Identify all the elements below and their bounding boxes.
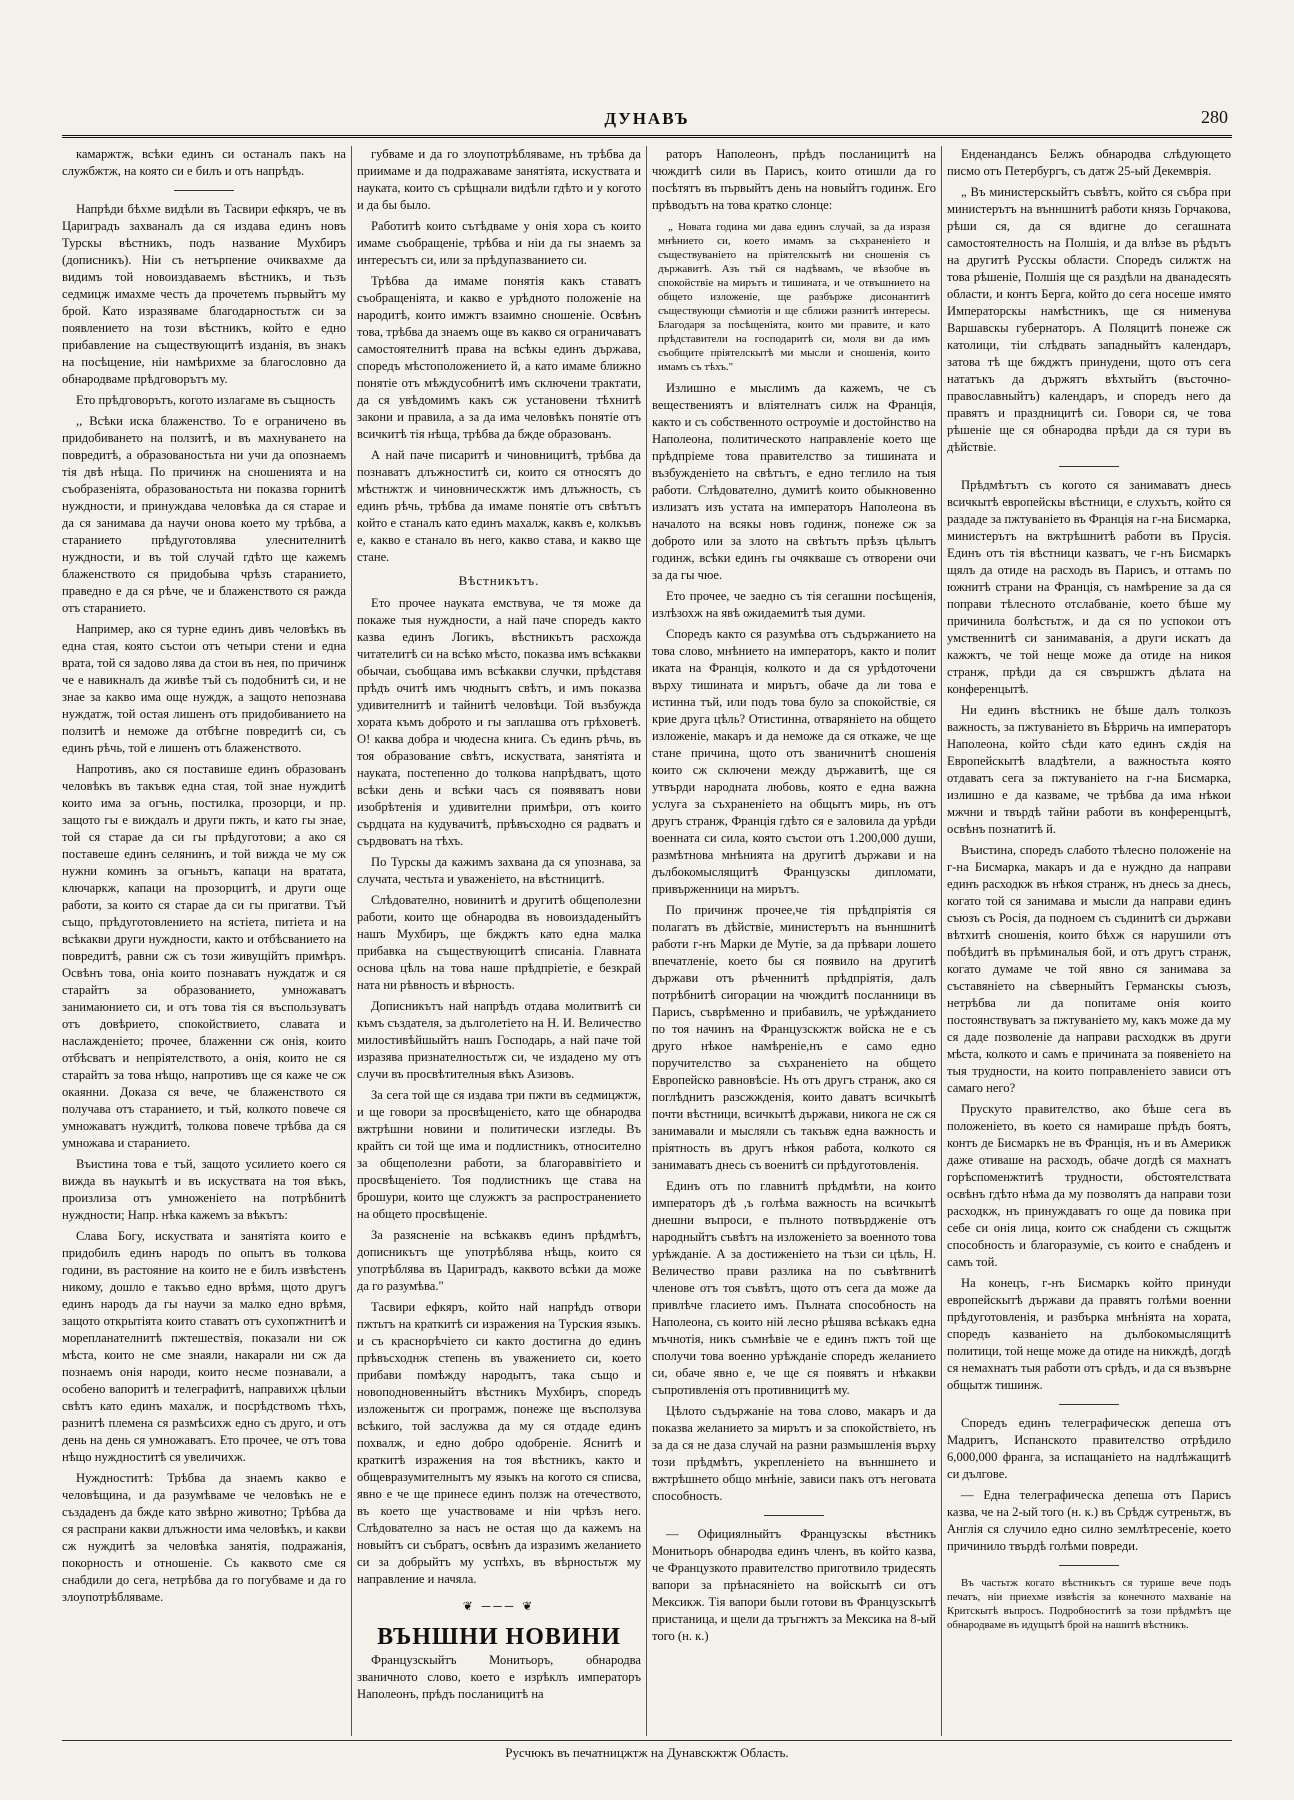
paragraph: Слѣдователно, новинитѣ и другитѣ общеполезни работи, които ще обнародва въ новоиздаденыйтъ нашъ Мухбиръ, ще бжджтъ като една малка прибавка на съществующитѣ списаніа. Главната основа цѣль на това наше прѣдпріетіе, е безкрай ната ни рѣвность и вѣрность. xyxy=(357,893,641,992)
paragraph: ,, Всѣки иска блаженство. То е ограничено въ придобиването на ползитѣ, и въ махнуването на повредитѣ, а образованостьта ни учи да опознаемъ тія двѣ нѣща. По причинж на сношенията и на съобразеніята, образованостьта ни показва горнитѣ нуждности, и принуждава человѣка да ся старае и да ся занимава да научи онова което му трѣбва, а старанието прѣдуготовлява улеснителнитѣ нуждности, и въ той случай гдѣто ще кажемъ блаженството ся придобыва чрѣзъ старанието, праведно е да ся рѣче, че и блаженството ся ражда отъ старанието. xyxy=(62,414,346,615)
paragraph: Въистина това е тъй, защото усилието коего ся вижда въ наукытѣ и въ искуствата на тоя вѣкъ, произлиза отъ умноженіето на потрѣбнитѣ нуждности; Напр. нѣка кажемъ за вѣкътъ: xyxy=(62,1157,346,1222)
article-columns xyxy=(62,146,1232,1736)
paragraph: Тасвири ефкяръ, който най напрѣдъ отвори пжтьтъ на краткитѣ си изражения на Турския языкъ. и съ краснорѣчіето си както достигна до единъ прѣвъсходнж степень въ уважението си, което прибави помѣжду народытъ, така също и новоподновенныйтъ вѣстникъ Мухбиръ, споредъ изложенытж си програмж, понеже ще въсползува всѣкиго, той заслужва да му ся отдаде единъ похвалж, и едно добро одобреніе. Яснитѣ и краткитѣ изражения на тоя вѣстникъ, както и общевразумителнытъ му языкъ на когото ся списва, явно е че ще принесе единъ ползж на отечеството, въ което ще участвоваме и ніи чрѣзъ него. Слѣдователно за насъ не остая що да кажемъ на новыйтъ си събратъ, освѣнъ да изразимъ желанието си за добрыйтъ му успѣхъ, въ вѣрностьтж му направление и начяла. xyxy=(357,1300,641,1586)
paragraph: губваме и да го злоупотрѣбляваме, нъ трѣбва да приимаме и да подражаваме занятіята, искуствата и науката, които съ срѣщнали видѣли гдѣто и у когото и да бы было. xyxy=(357,147,641,212)
paragraph: Въистина, споредъ слабото тѣлесно положеніе на г-на Бисмарка, макаръ и да е нуждно да направи единъ расходкж въ нѣкоя странж, нъ днесь за днесь, когато той ся занимава и мысли да направи единъ съюзъ съ Росія, да подноем съ съдинитѣ си държави вѣтхитѣ сношенія, които бѣхж ся нарушили отъ побѣдитѣ въ прѣминалыя бой, и отъ другъ странж, когато думаме че той явно ся занимава за съставяніето на сѣверныйтъ Германскы съюзъ, нетрѣбва ли да попитаме онія които постоянствуватъ за пжтуваніето му, какъ може да му ся даде позволеніе да направи расходкж въ други мѣста, колкото и самъ е причината за появеніето на тыя трудности, на които поправленіето зависи отъ самаго него? xyxy=(947,843,1231,1095)
late-news-note: Въ частьтж когато вѣстникътъ ся турише вече подъ печатъ, ніи приехме извѣстія за конечното махваніе на Критскытѣ въпросъ. Подробноститѣ за този прѣдмѣтъ ще обнародваме въ идущытѣ брой на нашитѣ вѣстникъ. xyxy=(947,1577,1231,1631)
paragraph: Французскыйтъ Монитьоръ, обнародва званичното слово, което е изрѣклъ императоръ Наполеонъ, прѣдъ посланицитѣ на xyxy=(357,1653,641,1701)
paragraph: камаржтж, всѣки единъ си останалъ пакъ на службжтж, на която си е билъ и отъ напрѣдъ. xyxy=(62,147,346,178)
paragraph: — Официялныйтъ Французскы вѣстникъ Монитьоръ обнародва единъ членъ, въ който казва, че Французкото правителство приготвило тридесять вапори за прѣнасяніето на войскытѣ си отъ Мексикж. Тія вапори были готови въ Французскытѣ пристаница, и щели да тръгнжтъ за Мексика на 8-ый того (н. к.) xyxy=(652,1527,936,1643)
paragraph: Прускуто правителство, ако бѣше сега въ положеніето, въ което ся намираше прѣдъ боятъ, контъ де Бисмаркъ не въ Франція, нъ и въ Америкж даже отиваше на расходъ, обаче догдѣ ся махнатъ горѣспоменжтитѣ трудности, обстоятелствата освѣнъ гдѣто нѣма да му позволятъ да направи този расходкж, нъ принуждаватъ го още да повика при себе си онія лица, които сж снабдени съ сжщытж способность и благоразуміе, съ които е снабденъ и самъ той. xyxy=(947,1102,1231,1269)
printer-imprint: Русчюкъ въ печатницжтж на Дунавскжтж Область. xyxy=(62,1740,1232,1761)
foreign-news-heading: ВЪНШНИ НОВИНИ xyxy=(377,1624,621,1650)
section-subheading: Вѣстникътъ. xyxy=(458,573,540,588)
paragraph: Нуждноститѣ: Трѣбва да знаемъ какво е человѣщина, и да разумѣваме че человѣкъ не е създаденъ да бжде като звѣрно животно; Трѣбва да ся распрани какви длъжности има человѣкъ, и какви сж нуждитѣ за человѣка занятія, подражанія, покорность и отношеніе. Съ каквото сме ся снабдили до сега, нетрѣбва да го погубваме и да го злоупотрѣбляваме. xyxy=(62,1471,346,1604)
paragraph: Дописникътъ най напрѣдъ отдава молитвитѣ си къмъ създателя, за дълголетіето на Н. И. Величество милостивѣйшыйтъ нашъ Господарь, а най паче той изразява признателностьтж си, че издадено му отъ случи въ просвѣтителныя вѣкъ Азизовъ. xyxy=(357,999,641,1081)
masthead xyxy=(62,105,1232,138)
column-2 xyxy=(357,146,641,1736)
paragraph: Ни единъ вѣстникъ не бѣше далъ толкозъ важность, за пжтуваніето въ Бѣрричь на императоръ Наполеона, който сѣди като единъ сѫдія на Европейскытѣ владѣтели, а важностьта която отдаватъ сега за пжтуваніето на г-на Бисмарка, излишно е да казваме, че трѣбва да има нѣкои мжчни и твърдѣ тайни работи въ конференцытѣ, освѣнъ познатитѣ й. xyxy=(947,703,1231,836)
paragraph: Напротивъ, ако ся поставише единъ образованъ человѣкъ въ такъвж една стая, той знае нуждитѣ които има за огънь, постилка, прозорци, и пр. защото гы е виждалъ и други пжть, и като гы знае, той ся старае да си гы прѣдуготови; а ако ся поставеше единъ селянинъ, и той вижда че му сж нужни коминъ за огъньтъ, капаци на вратата, ключаркж, капаци на прозорцитѣ, и други още работи, за които ся старае да си гы пригатви. Тъй също, прѣдуготовлението на ястіета, питіета и на всѣкакви други нуждности, както и отбѣсванието на повредитѣ, равни сж съ този живущійтъ примѣръ. Освѣнъ това, оніа които познаватъ нуждатж и ся старайтъ за образованието, умножаватъ занимаюнието си, и отъ това тія ся въспользуватъ отъ довѣрието, спокойствието, славата и наслажденіето; прочее, блаженни сж онія, които отбѣсватъ и непріятелството, а онія, които не ся старайтъ за това нѣщо, напротивъ ще ся каже че сж окаянни. Доказа ся вече, че блаженството ся получава отъ старанието, и тъй, колкото повече ся умножаватъ нуждитѣ, толкова повече трѣбва да ся умножава и старанието. xyxy=(62,762,346,1150)
column-divider xyxy=(646,146,647,1736)
column-divider xyxy=(351,146,352,1736)
paragraph: Прѣдмѣтътъ съ когото ся занимаватъ днесь всичкытѣ европейскы вѣстници, е слухътъ, който ся раздаде за пжтуваніето въ Франція на г-на Бисмарка, министерътъ на вжтрѣшнитѣ работи въ Прусія. Единъ отъ тія вѣстници казватъ, че г-нъ Бисмаркъ щялъ да отиде на расходъ въ Парисъ, и оттамъ по южнитѣ страни на Франція, съ намѣрение за да ся поправи тѣлесното отслабваніе, което бѣше му причинила болѣстьтж, и да ся по успокои отъ умственнитѣ си занимаванія, а други искатъ да кажжтъ, че той неще може да отиде на никоя странж, прѣди да ся свършжтъ дѣлата на конференцытѣ. xyxy=(947,478,1231,696)
column-3 xyxy=(652,146,936,1736)
column-divider xyxy=(941,146,942,1736)
paragraph: По причинж прочее,че тія прѣдпріятія ся полагатъ въ дѣйствіе, министерътъ на вънншнитѣ работи г-нъ Марки де Мутіе, за да прѣвари лошето впечатленіе, което бы ся появило на другитѣ държави отъ рѣченнитѣ прѣдпріятія, далъ потрѣбнитѣ сигорации на чюждитѣ посланници въ Парисъ, съврѣменно и прибавилъ, че урѣжданието по тоя начинъ на Французскжтж войска не е съ друго нѣкое намѣреніе,нъ е само едно поручителство за съхраненіето на общето Европейско равновѣсіе. Нъ отъ другъ странж, ако ся поглѣднитъ разсжжденія, които даватъ всичкытѣ почти вѣстници, всичкытѣ държави, никога не сж ся занимавали и мысляли съ такъвж една важность и пріятность въ другъ нѣкоя работа, колкото ся занимаватъ днесь съ военитѣ си прѣдуготовленія. xyxy=(652,903,936,1172)
paragraph: Споредъ както ся разумѣва отъ съдържанието на това слово, мнѣнието на императоръ, както и полит иката на Франція, колкото и да ся урѣдоточени върху тишината и мирътъ, обаче да ли това е истинна тъй, или подъ това було за спокойствіе, ся крие друга цѣль? Отистинна, отваряніето на общето изложеніе, макаръ и да неможе да ся откаже, че ще стане причина, щото отъ званичнитѣ сношенія които сж сключени между държавитѣ, ще ся утвърди народната любовь, която е една важна услуга за съхраненіето на общытъ мирь, нъ отъ другъ странж, Франція гдѣто ся е заловила да урѣди военната си сила, която състои отъ 1.200,000 души, размѣтнова мнѣнията на другитѣ държави и на дълбокомыслящитѣ Французскы дипломати, привърженници на мирътъ. xyxy=(652,627,936,896)
paragraph: На конецъ, г-нъ Бисмаркъ който принуди европейскытѣ държави да правятъ голѣми военни прѣдуготовленія, и разбърка мнѣніята на хората, споредъ казваніето на дълбокомыслящитѣ политици, той неще може да отиде на никждѣ, догдѣ ся немахнатъ тыя работи отъ срѣдъ, и да ся възвърне общытж тишинж. xyxy=(947,1276,1231,1392)
paragraph: А най паче писаритѣ и чиновницитѣ, трѣбва да познаватъ длъжноститѣ си, които ся относятъ до мѣстнжтж и чиновническжтж имъ длъжность, съ единъ рѣчь, трѣбва да имаме понятіе отъ свѣтътъ който е станалъ като единъ махалж, каквъ е, колкъвъ е, какво е станало въ него, какво става, и какво ще стане. xyxy=(357,448,641,564)
column-4 xyxy=(947,146,1231,1736)
quoted-speech: „ Новата година ми дава единъ случай, за да изразя мнѣнието си, което имамъ за съхраненіето и съществуваніето на пріятелскытѣ ни сношенія съ държавитѣ. Азъ тъй ся надѣвамъ, че вѣзобче въ спокойствіе на мирътъ и тишината, и че отвъшнието на общето изложеніе, ще разбърже дисонантитѣ съществующи сѣмиотія и ще сближи разнитѣ интересы. Благодаря за посѣщеніята, които ми правите, и като прѣдставители на господаритѣ си, моля ви да имъ съобщите пріятелскытѣ ми мысли и сношенія, които имамъ съ тѣхъ." xyxy=(658,221,930,373)
paragraph: Ето прѣдговорътъ, когото излагаме въ същность xyxy=(76,393,336,407)
paragraph: Ето прочее науката емствува, че тя може да покаже тыя нуждности, а най паче споредъ както казва единъ Логикъ, вѣстникътъ расхожда читателитѣ си на всѣко мѣсто, показва имъ всѣкакви обычаи, съобщава имъ всѣкакви случки, прѣдставя прѣдъ очитѣ имъ чюднытъ свѣтъ, и имъ показва удивителнитѣ и тайнитѣ человѣци. Той възбужда хората къмъ доброто и гы заплашва отъ грѣховетѣ. О! каква добра и чюдесна книга. Съ единъ рѣчь, въ тоя образование свѣтъ, искуствата, занятіята и науката, постепенно до толкова напрѣдватъ, щото всѣки день и всѣки часъ ся появяватъ нови изобрѣтенія и удивителни примѣри, отъ които сърдцата на кудувачитѣ, прѣвъсходно ся радватъ и сърдвоватъ на тѣхъ. xyxy=(357,596,641,848)
paragraph: Единъ отъ по главнитѣ прѣдмѣти, на които императоръ дѣ ,ъ голѣма важность на всичкытѣ днешни въпроси, е пълното потвърдженіе отъ народныйтъ съвѣтъ на изложеніето за военното това урѣжданіе. А за достиженіето на тъзи си цѣль, Н. Величество прави разлика на по съвѣтвнитѣ членове отъ тоя съвѣтъ, щото отъ сега да може да привлѣче гласието имъ. Пълната способность на Наполеона, съ които ній лесно рѣшява всѣкакъ една мъчнотія, никъ съмнѣвіе че е единъ пжтъ той ще сполучи това военно урѣжданіе споредъ желанието си, обаче явно е, че ще ся появятъ и нѣкакви съпротивленія отъ противницитѣ му. xyxy=(652,1179,936,1397)
page-number: 280 xyxy=(1201,107,1228,127)
separator xyxy=(1059,1404,1119,1405)
column-1 xyxy=(62,146,346,1736)
paragraph: По Турскы да кажимъ захвана да ся упознава, за случата, честьта и уваженіето, на вѣстницитѣ. xyxy=(357,855,641,886)
paragraph: Споредъ единъ телеграфическж депеша отъ Мадритъ, Испанското правителство отрѣдило 6,000,000 франга, за испащаніето на надлѣжащитѣ си дългове. xyxy=(947,1416,1231,1481)
paragraph: Излишно е мыслимъ да кажемъ, че съ веществениятъ и вліятелнатъ силж на Франція, както и съ собственното остроуміе и достойнство на Наполеона, политическото направленіе което ще прѣдпріеме това правителство за тишината и възбужденіето на свѣтътъ, е едно теглило на тыя работи. Слѣдователно, думитѣ които обыкновенно излизатъ изъ устата на императоръ Наполеона въ началото на всякы новъ годинж, понеже сж за доброто или за злото на свѣтътъ прѣзъ цѣлытъ годинж, всѣки единъ гы очякваше съ отворени очи за да гы чюе. xyxy=(652,381,936,582)
paragraph: Ето прочее, че заедно съ тія сегашни посѣщенія, излѣзохж на явѣ ожидаемитѣ тыя думи. xyxy=(652,589,936,620)
separator xyxy=(1059,466,1119,467)
paragraph: Напрѣди бѣхме видѣли въ Тасвири ефкяръ, че въ Цариградъ захваналъ да ся издава единъ новъ Турскы вѣстникъ, подъ название Мухбиръ (дописникъ). Ніи съ нетърпение очиквахме да видимъ той новоиздаваемъ вѣстникъ, и тьзъ седмицж имахме честь да прочетемъ първыйтъ му брой. Като изразяваме благодарностьтж си за появлението на този вѣстникъ, който е едно прибавление на съществующитѣ изданія, въ знакъ на посѣщение, ніи намѣрихме за благословно да обнародваме прѣдговорътъ му. xyxy=(62,202,346,386)
paragraph: Трѣбва да имаме понятія какъ ставатъ съобращеніята, и какво е урѣдното положеніе на народитѣ, които имжтъ взаимно сношеніе. Освѣнъ това, трѣбва да знаемъ още въ какво ся ограничаватъ самостоятелнитѣ права на всѣкы единъ държава, споредъ мѣстоположението й, а като имаме ближно понятіе отъ мѣждусобнитѣ имъ сключени трактати, да ся увѣдомимъ какъ сж установени тѣхнитѣ закони и правила, а за да има человѣкъ понятіе отъ всичкитѣ тія нѣща, трѣбва да бжде образованъ. xyxy=(357,274,641,441)
paragraph: Например, ако ся турне единъ дивъ человѣкъ въ една стая, която състои отъ четыри стени и една врата, той ся задово лява да стои въ нея, по причинж че е навикналъ да живѣе тъй съ подобнитѣ си, и не знае за какво има още нуждж, а защото непознава нуждатж, той остая лишенъ отъ придобиванието на ползитѣ и неможе да отбѣгне повредитѣ си, съ единъ рѣчь, той е лишенъ отъ блаженството. xyxy=(62,622,346,755)
paragraph: За сега той ще ся издава три пжти въ седмицжтж, и ще говори за просвѣщенієто, като ще обнародва вжтрѣшни новини и политически изгледы. Въ крайтъ си той ще има и подлистникъ, относително за общеполезни работи, за благораввітіето и просвѣщеніето. Тоя подлистникъ ще става на брошури, които ще служжтъ за распространението на общето просвѣщеніе. xyxy=(357,1088,641,1221)
paragraph: За разясненіе на всѣкаквъ единъ прѣдмѣтъ, дописникътъ ще употрѣблява нѣщь, които ся употрѣблява въ Цариградъ, каквото всѣки да може да го разумѣва." xyxy=(357,1228,641,1293)
newspaper-title: ДУНАВЪ xyxy=(604,109,690,128)
paragraph: Енденандансъ Белжъ обнародва слѣдующето писмо отъ Петербургъ, съ датж 25-ый Декемврія. xyxy=(947,147,1231,178)
ornament-divider: ❦ ─── ❦ xyxy=(462,1599,536,1613)
separator xyxy=(1059,1565,1119,1566)
paragraph: — Една телеграфическа депеша отъ Парисъ казва, че на 2-ый того (н. к.) въ Срѣдж сутреньтж, въ Англія ся случило едно силно землѣтресеніе, което причинило твърдѣ голѣми повреди. xyxy=(947,1488,1231,1553)
paragraph: „ Въ министерскыйтъ съвѣтъ, който ся събра при министерътъ на вънншнитѣ работи князь Горчакова, рѣши ся, да ся вдигне до сегашната самостоятелность на Полшія, и да влѣзе въ рѣдътъ на другитѣ Русскы области. Споредъ силжтж на това рѣшеніе, Полшія ще ся раздѣли на дванадесять области, и контъ Берга, който до сега носеше имято Императорскы намѣстникъ, ще ся нименува Варшавскы губернаторъ. А Поляцитѣ понеже сж католици, тіи слѣдвать западныйтъ календаръ, затова тѣ ще бжджтъ принудени, щото отъ сега нататъкъ да държятъ вѣхтыйтъ (въсточно-православныйтъ) календаръ, и споредъ него да правятъ и праздницитѣ си. Говори ся, че това рѣшеніе ще ся обнародва прѣди да ся тури въ дѣйствіе. xyxy=(947,185,1231,454)
paragraph: раторъ Наполеонъ, прѣдъ посланицитѣ на чюждитѣ сили въ Парисъ, които отишли да го посѣтятъ въ първыйтъ день на новыйтъ годинж. Его прѣводътъ на това кратко слонце: xyxy=(652,147,936,212)
paragraph: Работитѣ които сътѣдваме у онія хора съ които имаме съобращеніе, трѣбва и ніи да гы знаемъ за интересътъ си, или за прѣдупазванието си. xyxy=(357,219,641,267)
paragraph: Цѣлото съдържаніе на това слово, макаръ и да показва желанието за мирътъ и за спокойствіето, нъ за да ся не даза случай на разни размышленія върху този прѣдмѣтъ, укрепленіето на вънншнето и вжтрѣшнето общо мнѣніе, зависи пакъ отъ неговата способность. xyxy=(652,1404,936,1503)
separator xyxy=(174,190,234,191)
separator xyxy=(764,1515,824,1516)
paragraph: Слава Богу, искуствата и занятіята които е придобилъ единъ народъ по опытъ въ толкова години, въ растояние на които не е билъ извѣстенъ никому, дошло е такъво едно врѣмя, щото другъ единъ народъ да гы научи за малко едно врѣмя, защото открытіята които ставатъ отъ сухопжтнитѣ и морепланателнитѣ пжтешествія, показали ни сж мѣста, които не сме знаяли, накарали ни сж да познаемъ онія народи, които несме познавали, а особено вапоритѣ и телеграфитѣ, направихж цѣлыи свѣтъ като единъ махалж, и посрѣдствомъ тѣхъ, разнитѣ племена ся размѣсихж едно съ друго, и отъ день на день ся умножаватъ. Ето прочее, че отъ това нѣщо нуждноститѣ ся увеличихж. xyxy=(62,1229,346,1464)
